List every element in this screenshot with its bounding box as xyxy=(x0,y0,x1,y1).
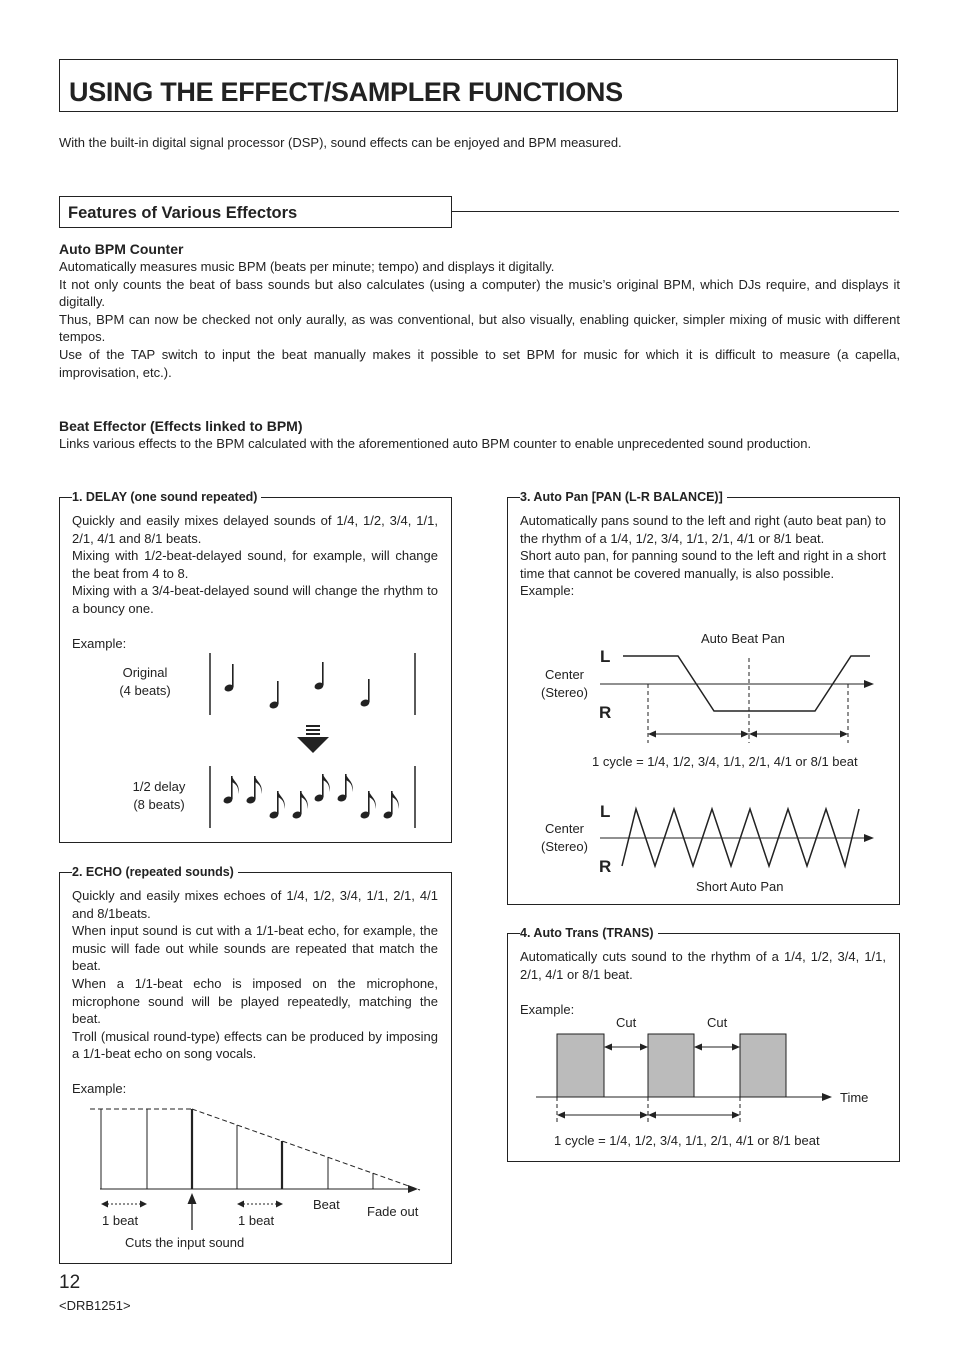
echo-example-label: Example: xyxy=(72,1081,127,1096)
delay-p3: Mixing with a 3/4-beat-delayed sound will change the rhythm to a bouncy one. xyxy=(72,583,438,616)
page-number: 12 xyxy=(59,1272,81,1293)
echo-p1: Quickly and easily mixes echoes of 1/4, 1/2, 3/4, 1/1, 2/1, 4/1 and 8/1beats. xyxy=(72,888,438,921)
delay-p1: Quickly and easily mixes delayed sounds of 1/4, 1/2, 3/4, 1/1, 2/1, 4/1 and 8/1 beats. xyxy=(72,513,438,546)
delay-half-line1: 1/2 delay xyxy=(132,779,186,794)
delay-p2: Mixing with 1/2-beat-delayed sound, for example, will change the beat from 4 to 8. xyxy=(72,548,438,581)
echo-beat2-label: 1 beat xyxy=(238,1213,275,1228)
echo-title: 2. ECHO (repeated sounds) xyxy=(72,864,238,880)
center-stereo-label-2 xyxy=(536,820,593,856)
time-axis-label: Time xyxy=(840,1090,869,1105)
autotrans-example-label: Example: xyxy=(520,1002,575,1017)
auto-bpm-p3: Thus, BPM can now be checked not only aurally, as was conventional, but also visually, enabling quicker, simpler mixing of music with different tempos. xyxy=(59,311,900,345)
autotrans-cycle-label: 1 cycle = 1/4, 1/2, 3/4, 1/1, 2/1, 4/1 or 8/1 beat xyxy=(554,1133,820,1148)
beat-effector-section xyxy=(59,417,900,453)
stereo-label: (Stereo) xyxy=(541,685,588,700)
auto-bpm-p2: It not only counts the beat of bass sounds but also calculates (using a computer) the music’s original BPM, which DJs require, and displays it digitally. xyxy=(59,276,900,310)
delay-diagram xyxy=(60,498,453,844)
beat-arrow-2 xyxy=(237,1201,283,1208)
pan-L-label-2: L xyxy=(600,802,611,821)
beat-effector-heading: Beat Effector (Effects linked to BPM) xyxy=(59,418,303,434)
pan-L-label: L xyxy=(600,647,611,666)
delay-original-line2: (4 beats) xyxy=(119,683,171,698)
auto-beat-pan-label: Auto Beat Pan xyxy=(701,631,785,646)
echo-fadeout-label: Fade out xyxy=(367,1204,419,1219)
features-heading-box xyxy=(59,196,452,228)
delay-title: 1. DELAY (one sound repeated) xyxy=(72,489,261,505)
auto-bpm-p1: Automatically measures music BPM (beats per minute; tempo) and displays it digitally. xyxy=(59,259,555,274)
cut-label-1: Cut xyxy=(616,1015,637,1030)
short-auto-pan-label: Short Auto Pan xyxy=(696,879,784,894)
auto-bpm-section xyxy=(59,240,900,381)
cut-label-2: Cut xyxy=(707,1015,728,1030)
heading-rule xyxy=(452,211,899,212)
beat-arrow-1 xyxy=(101,1201,147,1208)
auto-bpm-heading: Auto BPM Counter xyxy=(59,241,184,257)
cut-arrow xyxy=(188,1193,197,1230)
autopan-example-label: Example: xyxy=(520,583,575,599)
autopan-title: 3. Auto Pan [PAN (L-R BALANCE)] xyxy=(520,489,727,505)
echo-p3: When a 1/1-beat echo is imposed on the microphone, microphone sound will be played repeatedly, matching the beat. xyxy=(72,975,438,1027)
delay-original-line1: Original xyxy=(122,665,168,680)
delay-example-label: Example: xyxy=(72,636,127,651)
autotrans-p1: Automatically cuts sound to the rhythm of a 1/4, 1/2, 3/4, 1/1, 2/1, 4/1 or 8/1 beat. xyxy=(520,949,886,982)
title-box xyxy=(59,59,898,112)
stereo-label-2: (Stereo) xyxy=(541,839,588,854)
delay-half-line2: (8 beats) xyxy=(133,797,185,812)
page-title: USING THE EFFECT/SAMPLER FUNCTIONS xyxy=(69,77,623,107)
echo-box xyxy=(59,865,452,1264)
short-auto-pan-graph xyxy=(600,809,874,866)
autotrans-box xyxy=(507,926,900,1162)
echo-p4: Troll (musical round-type) effects can be produced by imposing a 1/1-beat echo on song vocals. xyxy=(72,1028,438,1062)
echo-beat-label: Beat xyxy=(313,1197,340,1212)
autopan-box xyxy=(507,490,900,905)
cut-arrow-2 xyxy=(694,1044,740,1051)
pan-R-label: R xyxy=(599,703,612,722)
half-delay-staff xyxy=(210,766,415,828)
original-staff xyxy=(210,653,415,715)
autopan-cycle-label: 1 cycle = 1/4, 1/2, 3/4, 1/1, 2/1, 4/1 or 8/1 beat xyxy=(592,754,858,769)
cut-arrow-1 xyxy=(604,1044,648,1051)
down-arrow-icon xyxy=(297,725,329,753)
auto-bpm-p4: Use of the TAP switch to input the beat manually makes it possible to set BPM for music for which it is difficult to measure (a capella, improvisation, etc.). xyxy=(59,346,900,380)
autopan-p2: Short auto pan, for panning sound to the left and right in a short time that cannot be covered manually, is also possible. xyxy=(520,548,886,581)
echo-p2: When input sound is cut with a 1/1-beat echo, for example, the music will fade out while sounds are repeated that match the beat. xyxy=(72,923,438,974)
doc-code: <DRB1251> xyxy=(59,1298,131,1313)
center-label-2: Center xyxy=(544,821,585,836)
delay-box xyxy=(59,490,452,843)
beat-effector-text: Links various effects to the BPM calculated with the aforementioned auto BPM counter to enable unprecedented sound production. xyxy=(59,436,812,451)
features-heading: Features of Various Effectors xyxy=(68,204,298,222)
echo-beat1-label: 1 beat xyxy=(102,1213,139,1228)
echo-cuts-label: Cuts the input sound xyxy=(125,1235,245,1250)
autotrans-title: 4. Auto Trans (TRANS) xyxy=(520,925,658,941)
intro-text: With the built-in digital signal processor (DSP), sound effects can be enjoyed and BPM measured. xyxy=(59,135,622,150)
autotrans-diagram xyxy=(508,934,901,1163)
center-label: Center xyxy=(544,667,585,682)
pan-R-label-2: R xyxy=(599,857,612,876)
autopan-p1: Automatically pans sound to the left and right (auto beat pan) to the rhythm of a 1/4, 1/2, 3/4, 1/1, 2/1, 4/1 or 8/1 beat. xyxy=(520,513,886,546)
auto-beat-pan-graph xyxy=(600,656,874,743)
